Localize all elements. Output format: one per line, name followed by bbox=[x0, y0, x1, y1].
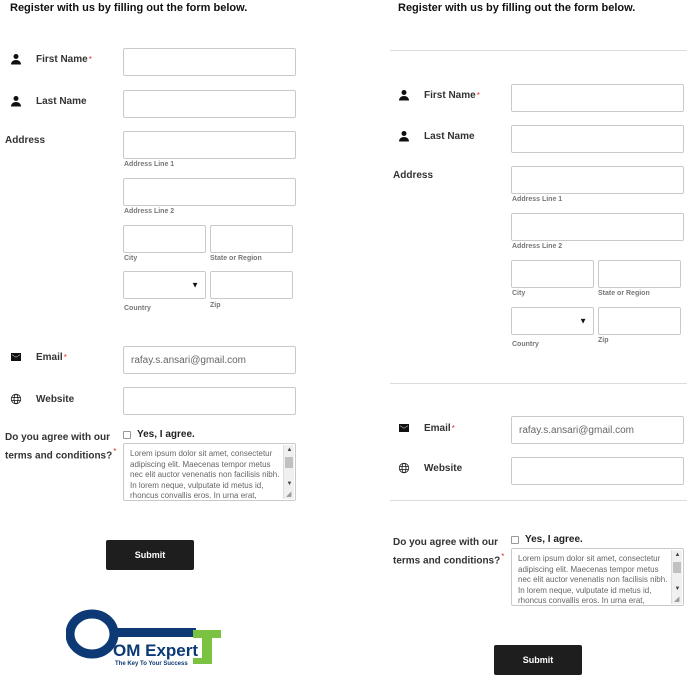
email-input[interactable] bbox=[123, 346, 296, 374]
scroll-up-icon[interactable]: ▲ bbox=[674, 552, 681, 558]
terms-label: Do you agree with our terms and conditions?* bbox=[393, 537, 505, 567]
last-name-label: Last Name bbox=[398, 130, 475, 142]
chevron-down-icon: ▼ bbox=[579, 316, 587, 326]
first-name-input[interactable] bbox=[123, 48, 296, 76]
person-icon bbox=[398, 130, 418, 142]
scroll-up-icon[interactable]: ▲ bbox=[286, 447, 293, 453]
website-label: Website bbox=[10, 393, 74, 405]
country-sublabel: Country bbox=[124, 305, 151, 312]
resize-grip-icon[interactable]: ◢ bbox=[286, 491, 292, 498]
address-line1-input[interactable] bbox=[511, 166, 684, 194]
terms-text: Lorem ipsum dolor sit amet, consectetur adipiscing elit. Maecenas tempor metus nec elit auctor venenatis non facilisis nibh. In lorem neque, vulputate id metus id, rhoncus convallis eros. In urna erat, bbox=[518, 554, 668, 606]
website-label: Website bbox=[398, 462, 462, 474]
terms-text: Lorem ipsum dolor sit amet, consectetur adipiscing elit. Maecenas tempor metus nec elit auctor venenatis non facilisis nibh. In lorem neque, vulputate id metus id, rhoncus convallis eros. In urna erat, bbox=[130, 449, 280, 501]
first-name-input[interactable] bbox=[511, 84, 684, 112]
checkbox-box[interactable] bbox=[511, 536, 519, 544]
website-input[interactable] bbox=[511, 457, 684, 485]
zip-sublabel: Zip bbox=[598, 337, 609, 344]
state-input[interactable] bbox=[210, 225, 293, 253]
website-input[interactable] bbox=[123, 387, 296, 415]
terms-textarea[interactable] bbox=[511, 548, 684, 606]
envelope-icon bbox=[398, 422, 418, 434]
email-label: Email * bbox=[398, 422, 455, 434]
om-expert-logo bbox=[66, 608, 226, 672]
resize-grip-icon[interactable]: ◢ bbox=[674, 596, 680, 603]
logo-text: OM Expert bbox=[113, 641, 199, 660]
scroll-thumb[interactable] bbox=[285, 457, 293, 468]
form-heading: Register with us by filling out the form below. bbox=[398, 2, 636, 14]
globe-icon bbox=[10, 393, 30, 405]
last-name-input[interactable] bbox=[511, 125, 684, 153]
terms-label: Do you agree with our terms and conditions?* bbox=[5, 432, 117, 462]
address-line1-sublabel: Address Line 1 bbox=[512, 196, 563, 203]
city-input[interactable] bbox=[123, 225, 206, 253]
state-sublabel: State or Region bbox=[598, 290, 650, 297]
divider bbox=[390, 383, 687, 384]
envelope-icon bbox=[10, 351, 30, 363]
last-name-input[interactable] bbox=[123, 90, 296, 118]
zip-sublabel: Zip bbox=[210, 302, 221, 309]
city-input[interactable] bbox=[511, 260, 594, 288]
person-icon bbox=[10, 95, 30, 107]
city-sublabel: City bbox=[124, 255, 138, 262]
city-sublabel: City bbox=[512, 290, 526, 297]
first-name-label: First Name * bbox=[10, 53, 92, 65]
email-input[interactable] bbox=[511, 416, 684, 444]
scroll-down-icon[interactable]: ▼ bbox=[286, 481, 293, 487]
submit-button[interactable]: Submit bbox=[494, 645, 582, 675]
address-label: Address bbox=[5, 135, 46, 146]
globe-icon bbox=[398, 462, 418, 474]
terms-textarea[interactable] bbox=[123, 443, 296, 501]
divider bbox=[390, 50, 687, 51]
last-name-label: Last Name bbox=[10, 95, 87, 107]
submit-button[interactable]: Submit bbox=[106, 540, 194, 570]
agree-checkbox[interactable]: Yes, I agree. bbox=[511, 534, 583, 545]
scroll-down-icon[interactable]: ▼ bbox=[674, 586, 681, 592]
person-icon bbox=[398, 89, 418, 101]
address-line2-sublabel: Address Line 2 bbox=[124, 208, 175, 215]
person-icon bbox=[10, 53, 30, 65]
checkbox-box[interactable] bbox=[123, 431, 131, 439]
zip-input[interactable] bbox=[598, 307, 681, 335]
first-name-label: First Name * bbox=[398, 89, 480, 101]
form-heading: Register with us by filling out the form below. bbox=[10, 2, 248, 14]
state-input[interactable] bbox=[598, 260, 681, 288]
email-label: Email * bbox=[10, 351, 67, 363]
scroll-thumb[interactable] bbox=[673, 562, 681, 573]
divider bbox=[390, 500, 687, 501]
chevron-down-icon: ▼ bbox=[191, 280, 199, 290]
address-line2-sublabel: Address Line 2 bbox=[512, 243, 563, 250]
logo-tagline: The Key To Your Success bbox=[115, 661, 188, 667]
state-sublabel: State or Region bbox=[210, 255, 262, 262]
address-line2-input[interactable] bbox=[511, 213, 684, 241]
address-line1-sublabel: Address Line 1 bbox=[124, 161, 175, 168]
zip-input[interactable] bbox=[210, 271, 293, 299]
agree-checkbox[interactable]: Yes, I agree. bbox=[123, 429, 195, 440]
country-sublabel: Country bbox=[512, 341, 539, 348]
address-line1-input[interactable] bbox=[123, 131, 296, 159]
country-select[interactable] bbox=[123, 271, 206, 299]
country-select[interactable] bbox=[511, 307, 594, 335]
address-line2-input[interactable] bbox=[123, 178, 296, 206]
address-label: Address bbox=[393, 170, 434, 181]
